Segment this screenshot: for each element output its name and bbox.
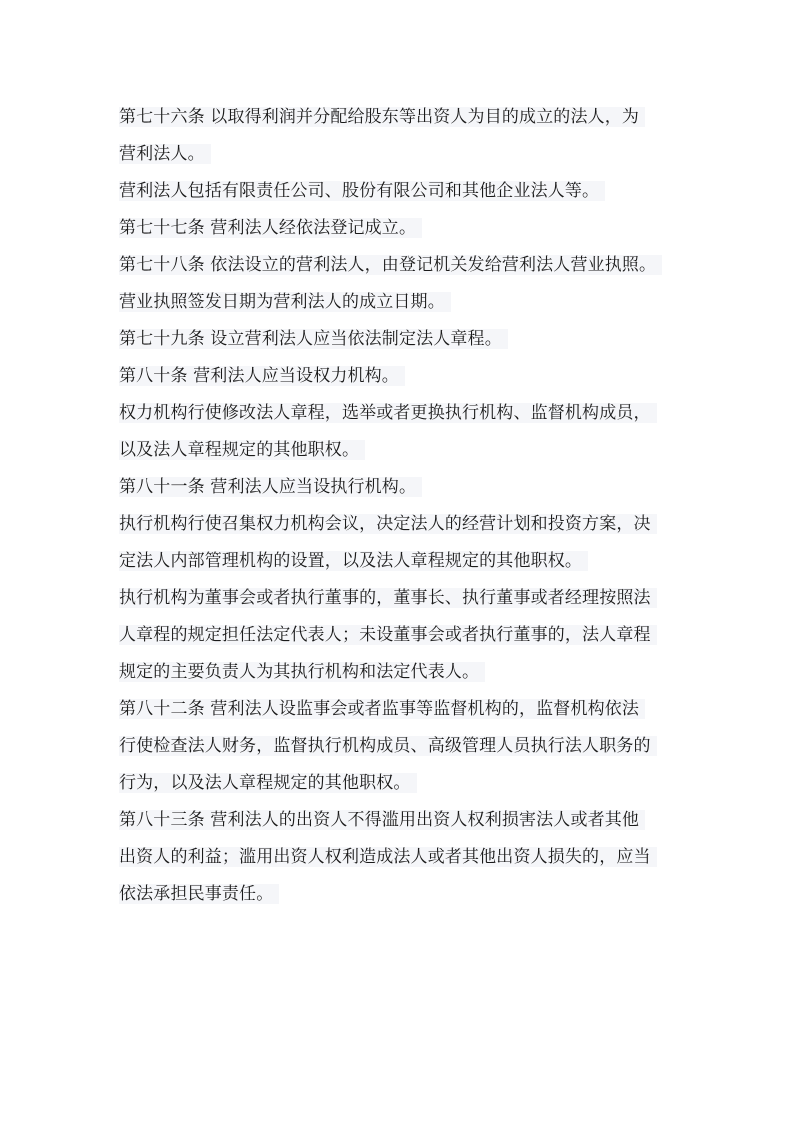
- text-line: [119, 136, 679, 173]
- text-line-content: 第七十六条 以取得利润并分配给股东等出资人为目的成立的法人，为: [119, 107, 645, 127]
- text-line-content: 第八十三条 营利法人的出资人不得滥用出资人权利损害法人或者其他: [119, 810, 645, 830]
- text-line-content: 第七十九条 设立营利法人应当依法制定法人章程。: [119, 329, 508, 349]
- text-line: [119, 580, 679, 617]
- text-line-content: 定法人内部管理机构的设置，以及法人章程规定的其他职权。: [119, 551, 588, 571]
- text-line-content: 权力机构行使修改法人章程，选举或者更换执行机构、监督机构成员，: [119, 403, 657, 423]
- text-line: [119, 432, 679, 469]
- text-line: [119, 876, 679, 913]
- text-line: [119, 839, 679, 876]
- text-line-content: 行为，以及法人章程规定的其他职权。: [119, 773, 417, 793]
- document-body: [119, 99, 679, 913]
- text-line: [119, 469, 679, 506]
- text-line-content: 依法承担民事责任。: [119, 884, 279, 904]
- text-line: [119, 654, 679, 691]
- text-line: [119, 728, 679, 765]
- text-line-content: 第八十一条 营利法人应当设执行机构。: [119, 477, 422, 497]
- text-line-content: 执行机构行使召集权力机构会议，决定法人的经营计划和投资方案，决: [119, 514, 657, 534]
- text-line-content: 行使检查法人财务，监督执行机构成员、高级管理人员执行法人职务的: [119, 736, 657, 756]
- text-line: [119, 543, 679, 580]
- text-line: [119, 99, 679, 136]
- text-line-content: 营利法人。: [119, 144, 211, 164]
- text-line: [119, 247, 679, 284]
- text-line: [119, 691, 679, 728]
- text-line-content: 第七十八条 依法设立的营利法人，由登记机关发给营利法人营业执照。: [119, 255, 662, 275]
- text-line-content: 第八十条 营利法人应当设权力机构。: [119, 366, 405, 386]
- text-line: [119, 358, 679, 395]
- text-line: [119, 173, 679, 210]
- text-line: [119, 210, 679, 247]
- text-line-content: 出资人的利益；滥用出资人权利造成法人或者其他出资人损失的，应当: [119, 847, 657, 867]
- text-line: [119, 617, 679, 654]
- text-line: [119, 321, 679, 358]
- text-line-content: 执行机构为董事会或者执行董事的，董事长、执行董事或者经理按照法: [119, 588, 657, 608]
- text-line: [119, 506, 679, 543]
- text-line-content: 第七十七条 营利法人经依法登记成立。: [119, 218, 422, 238]
- text-line-content: 规定的主要负责人为其执行机构和法定代表人。: [119, 662, 485, 682]
- text-line: [119, 395, 679, 432]
- text-line-content: 人章程的规定担任法定代表人；未设董事会或者执行董事的，法人章程: [119, 625, 657, 645]
- text-line: [119, 284, 679, 321]
- text-line: [119, 802, 679, 839]
- text-line-content: 营业执照签发日期为营利法人的成立日期。: [119, 292, 451, 312]
- text-line: [119, 765, 679, 802]
- text-line-content: 营利法人包括有限责任公司、股份有限公司和其他企业法人等。: [119, 181, 605, 201]
- text-line-content: 第八十二条 营利法人设监事会或者监事等监督机构的，监督机构依法: [119, 699, 645, 719]
- text-line-content: 以及法人章程规定的其他职权。: [119, 440, 365, 460]
